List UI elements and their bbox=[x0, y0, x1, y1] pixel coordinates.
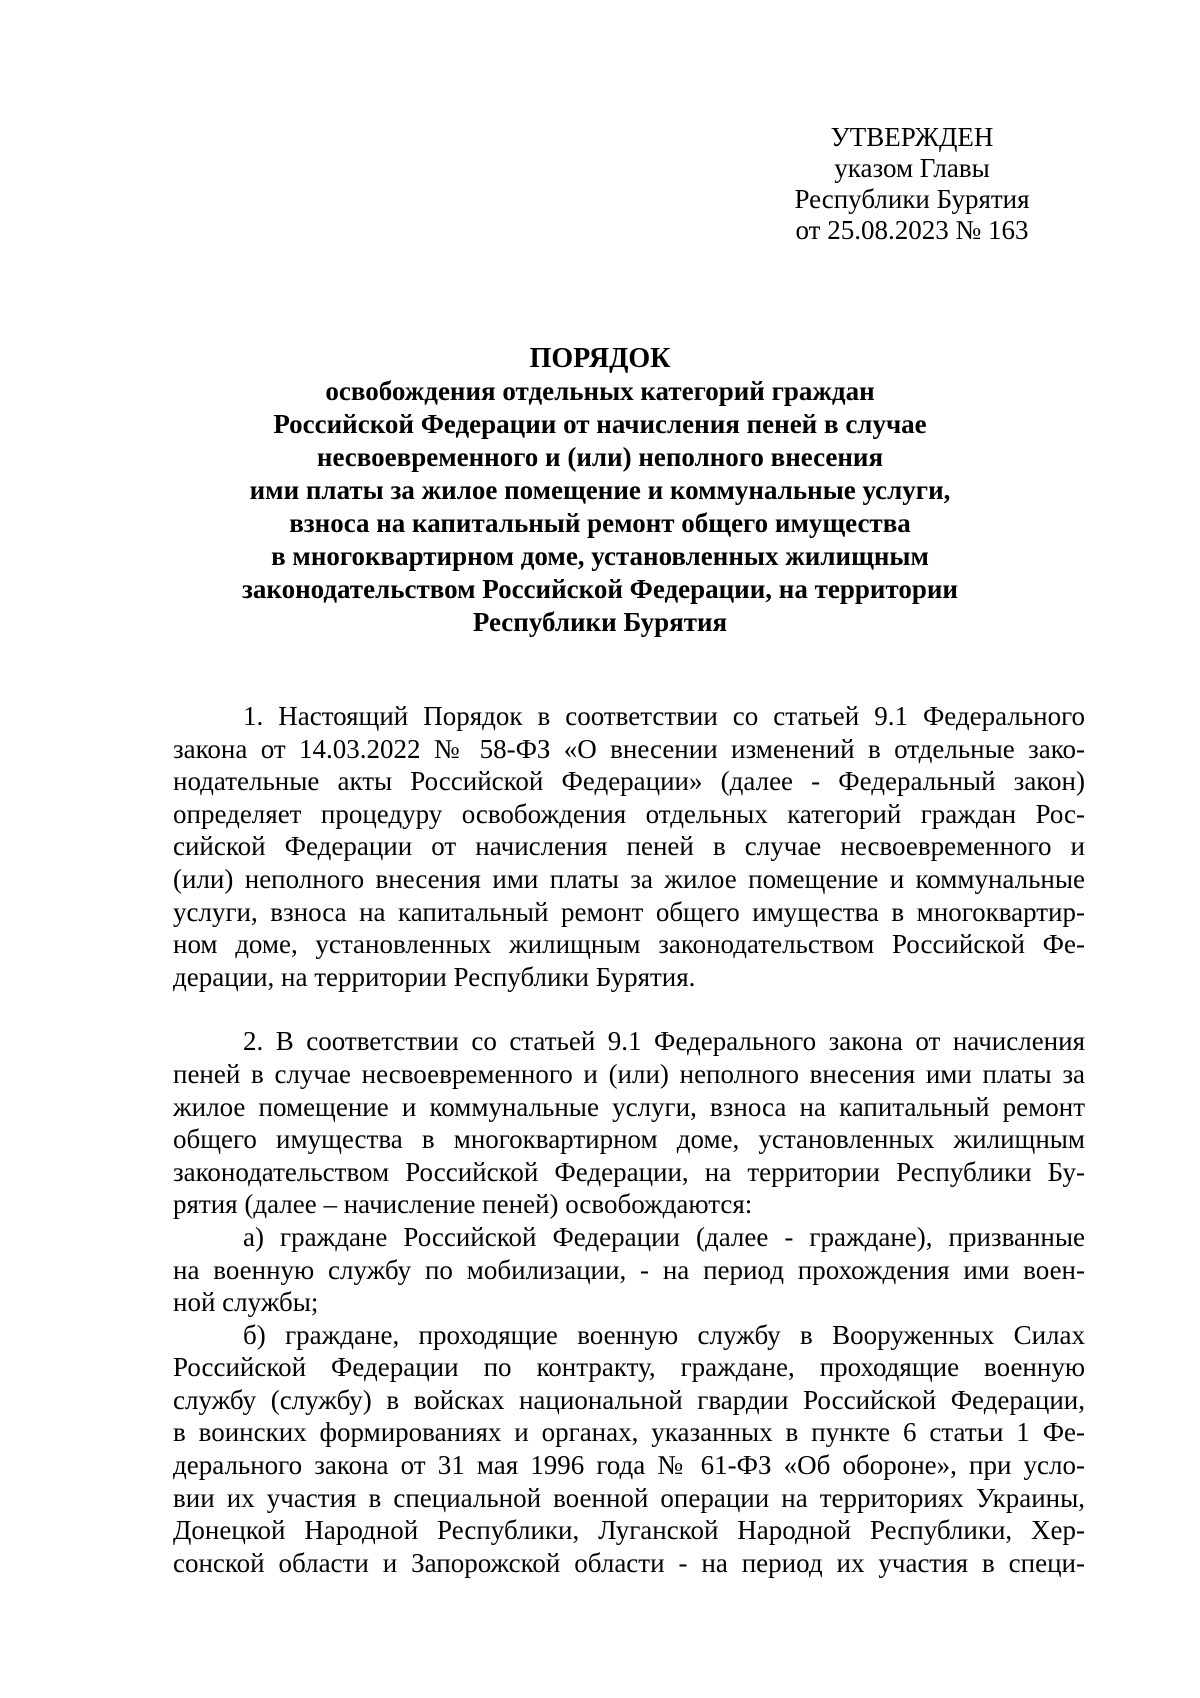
text-line: сийской Федерации от начисления пеней в случае несвоевременного и bbox=[173, 831, 1085, 862]
paragraph-1 bbox=[173, 700, 1085, 993]
text-line: службу (службу) в войсках национальной гвардии Российской Федерации, bbox=[173, 1384, 1085, 1415]
text-line: сонской области и Запорожской области - на период их участия в специ- bbox=[173, 1547, 1085, 1578]
text-line: Донецкой Народной Республики, Луганской Народной Республики, Хер- bbox=[173, 1515, 1085, 1546]
text-line: Российской Федерации по контракту, граждане, проходящие военную bbox=[173, 1352, 1085, 1383]
text-line: б) граждане, проходящие военную службу в Вооруженных Силах bbox=[243, 1319, 1085, 1350]
text-line: (или) неполного внесения ими платы за жилое помещение и коммунальные bbox=[173, 863, 1085, 894]
text-line: общего имущества в многоквартирном доме, установленных жилищным bbox=[173, 1124, 1085, 1155]
text-line: ном доме, установленных жилищным законодательством Российской Фе- bbox=[173, 929, 1085, 960]
text-line: законодательством Российской Федерации, на территории Республики Бу- bbox=[173, 1156, 1085, 1187]
title-line: в многоквартирном доме, установленных жилищным bbox=[271, 541, 929, 571]
title-heading: ПОРЯДОК bbox=[529, 343, 671, 374]
paragraph-gap bbox=[173, 993, 1085, 1025]
text-line: нодательные акты Российской Федерации» (далее - Федеральный закон) bbox=[173, 766, 1085, 797]
title-line: несвоевременного и (или) неполного внесения bbox=[316, 442, 884, 472]
paragraph-2 bbox=[173, 1025, 1085, 1221]
subparagraph-b bbox=[173, 1319, 1085, 1580]
title-line: ими платы за жилое помещение и коммунальные услуги, bbox=[249, 475, 951, 505]
document-title bbox=[150, 342, 1050, 639]
text-line: рятия (далее – начисление пеней) освобождаются: bbox=[173, 1189, 753, 1220]
approval-line: УТВЕРЖДЕН bbox=[830, 122, 994, 152]
title-line: освобождения отдельных категорий граждан bbox=[325, 376, 875, 406]
text-line: в воинских формированиях и органах, указанных в пункте 6 статьи 1 Фе- bbox=[173, 1417, 1085, 1448]
text-line: дерации, на территории Республики Бурятия. bbox=[173, 961, 696, 992]
text-line: пеней в случае несвоевременного и (или) неполного внесения ими платы за bbox=[173, 1058, 1085, 1089]
title-line: законодательством Российской Федерации, на территории bbox=[242, 574, 958, 604]
title-line: Российской Федерации от начисления пеней в случае bbox=[273, 409, 927, 439]
text-line: а) граждане Российской Федерации (далее - граждане), призванные bbox=[243, 1221, 1085, 1252]
approval-line: от 25.08.2023 № 163 bbox=[795, 215, 1029, 245]
text-line: услуги, взноса на капитальный ремонт общего имущества в многоквартир- bbox=[173, 896, 1085, 927]
text-line: дерального закона от 31 мая 1996 года № 61-ФЗ «Об обороне», при усло- bbox=[173, 1450, 1085, 1481]
text-line: определяет процедуру освобождения отдельных категорий граждан Рос- bbox=[173, 798, 1085, 829]
approval-line: Республики Бурятия bbox=[794, 184, 1030, 214]
text-line: закона от 14.03.2022 № 58-ФЗ «О внесении изменений в отдельные зако- bbox=[173, 733, 1085, 764]
text-line: на военную службу по мобилизации, - на период прохождения ими воен- bbox=[173, 1254, 1085, 1285]
document-body bbox=[173, 700, 1085, 1579]
title-line: взноса на капитальный ремонт общего имущества bbox=[289, 508, 911, 538]
title-line: Республики Бурятия bbox=[472, 607, 728, 637]
text-line: 1. Настоящий Порядок в соответствии со статьей 9.1 Федерального bbox=[243, 701, 1085, 731]
approval-line: указом Главы bbox=[834, 153, 990, 183]
text-line: вии их участия в специальной военной операции на территориях Украины, bbox=[173, 1482, 1085, 1513]
text-line: жилое помещение и коммунальные услуги, взноса на капитальный ремонт bbox=[173, 1091, 1085, 1122]
subparagraph-a bbox=[173, 1221, 1085, 1319]
text-line: ной службы; bbox=[173, 1287, 319, 1318]
text-line: 2. В соответствии со статьей 9.1 Федерального закона от начисления bbox=[243, 1026, 1085, 1057]
approval-stamp bbox=[792, 122, 1032, 246]
